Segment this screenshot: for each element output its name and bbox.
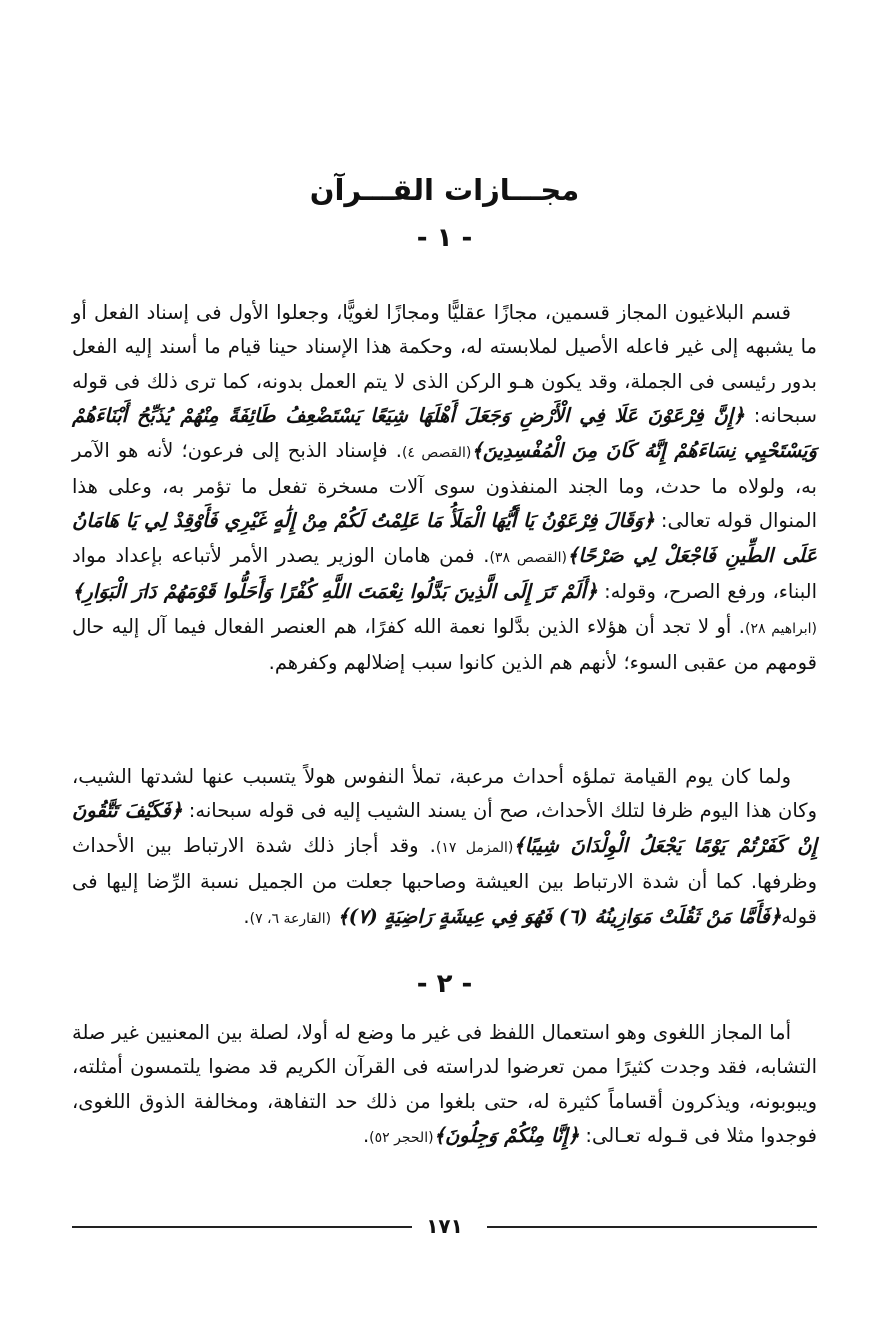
paragraph-2-text-1: ولما كان يوم القيامة تملؤه أحداث مرعبة، تملأ النفوس هولاً يتسبب عنها لشدتها الشيب، وكان هذا اليوم ظرفا لتلك الأحداث، صح أن يسند الشيب إليه فى قوله سبحانه: xyxy=(72,765,817,823)
paragraph-1-text-2: . فإسناد الذبح إلى فرعون؛ لأنه هو الآمر به، ولولاه ما حدث، وما الجند المنفذون سوى آلات مسخرة تفعل ما تؤمر به، وعلى هذا المنوال قوله تعالى: xyxy=(72,438,817,533)
paragraph-3-text-1: أما المجاز اللغوى وهو استعمال اللفظ فى غير ما وضع له أولا، لصلة بين المعنيين غير صلة التشابه، فقد وجدت كثيرًا ممن تعرضوا لدراسته فى القرآن الكريم قد مضوا يلتمسون أمثلته، ويبوبونه، ويذكرون أقساماً كثيرة له، حتى بلغوا من ذلك حد التفاهة، ومخالفة الذوق اللغوى، فوجدوا مثلا فى قـوله تعـالى: xyxy=(72,1021,817,1148)
quran-quote: ﴿وَقَالَ فِرْعَوْنُ يَا أَيُّهَا الْمَلَأُ مَا عَلِمْتُ لَكُمْ مِنْ إِلَٰهٍ غَيْرِي فَأَوْقِدْ لِي يَا هَامَانُ عَلَى الطِّينِ فَاجْعَلْ لِي صَرْحًا﴾ xyxy=(72,509,817,567)
quran-quote: ﴿فَأَمَّا مَنْ ثَقُلَتْ مَوَازِينُهُ (٦) فَهُوَ فِي عِيشَةٍ رَاضِيَةٍ (٧)﴾ xyxy=(337,904,782,928)
paragraph-1-text-3: . فمن هامان الوزير يصدر الأمر لأتباعه بإعداد مواد البناء، ورفع الصرح، وقوله: xyxy=(72,543,817,604)
page-footer xyxy=(72,1214,817,1238)
paragraph-2 xyxy=(72,760,817,936)
quran-quote: ﴿أَلَمْ تَرَ إِلَى الَّذِينَ بَدَّلُوا نِعْمَتَ اللَّهِ كُفْرًا وَأَحَلُّوا قَوْمَهُمْ دَارَ الْبَوَارِ﴾ xyxy=(72,580,598,604)
paragraph-2-text-2: . وقد أجاز ذلك شدة الارتباط بين الأحداث وظرفها. كما أن شدة الارتباط بين العيشة وصاحبها جعلت من الجميل نسبة الرِّضا إليها فى قوله xyxy=(72,833,817,928)
section-number-2: - ٢ - xyxy=(416,969,473,999)
paragraph-1-text-1: قسم البلاغيون المجاز قسمين، مجازًا عقليًّا ومجازًا لغويًّا، وجعلوا الأول فى إسناد الفعل أو ما يشبهه إلى غير فاعله الأصيل لملابسته له، وحكمة هذا الإسناد حينا قيام ما أسند إليه الفعل بدور رئيسى فى الجملة، وقد يكون هـو الركن الذى لا يتم العمل بدونه، كما ترى ذلك فى قوله سبحانه: xyxy=(72,301,817,428)
paragraph-3 xyxy=(72,1016,817,1156)
quran-reference: (الحجر ٥٢) xyxy=(369,1130,434,1147)
quran-quote: ﴿إِنَّ فِرْعَوْنَ عَلَا فِي الْأَرْضِ وَجَعَلَ أَهْلَهَا شِيَعًا يَسْتَضْعِفُ طَائِفَةً مِنْهُمْ يُذَبِّحُ أَبْنَاءَهُمْ وَيَسْتَحْيِي نِسَاءَهُمْ إِنَّهُ كَانَ مِنَ الْمُفْسِدِينَ﴾ xyxy=(72,404,817,462)
quran-reference: (المزمل ١٧) xyxy=(435,839,514,856)
quran-quote: ﴿إِنَّا مِنْكُمْ وَجِلُونَ﴾ xyxy=(433,1124,580,1148)
paragraph-3-text-2: . xyxy=(362,1124,370,1148)
quran-quote: ﴿فَكَيْفَ تَتَّقُونَ إِنْ كَفَرْتُمْ يَوْمًا يَجْعَلُ الْوِلْدَانَ شِيبًا﴾ xyxy=(72,799,817,857)
quran-reference: (ابراهيم ٢٨) xyxy=(745,620,818,637)
quran-reference: (القارعة ٦، ٧) xyxy=(249,910,332,927)
book-page xyxy=(72,0,817,1318)
paragraph-1-text-4: . أو لا تجد أن هؤلاء الذين بدَّلوا نعمة الله كفرًا، هم العنصر الفعال فيما آل إليه حال قومهم من عقبى السوء؛ لأنهم هم الذين كانوا سبب إضلالهم وكفرهم. xyxy=(72,614,817,675)
paragraph-1 xyxy=(72,296,817,680)
footer-rule-left xyxy=(72,1226,412,1228)
page-number: ١٧١ xyxy=(426,1214,463,1238)
quran-reference: (القصص ٣٨) xyxy=(489,549,567,566)
quran-reference: (القصص ٤) xyxy=(401,444,472,461)
section-number-1: - ١ - xyxy=(416,223,473,253)
paragraph-2-text-3: . xyxy=(243,904,250,928)
page-title: مجـــازات القـــرآن xyxy=(309,173,580,207)
